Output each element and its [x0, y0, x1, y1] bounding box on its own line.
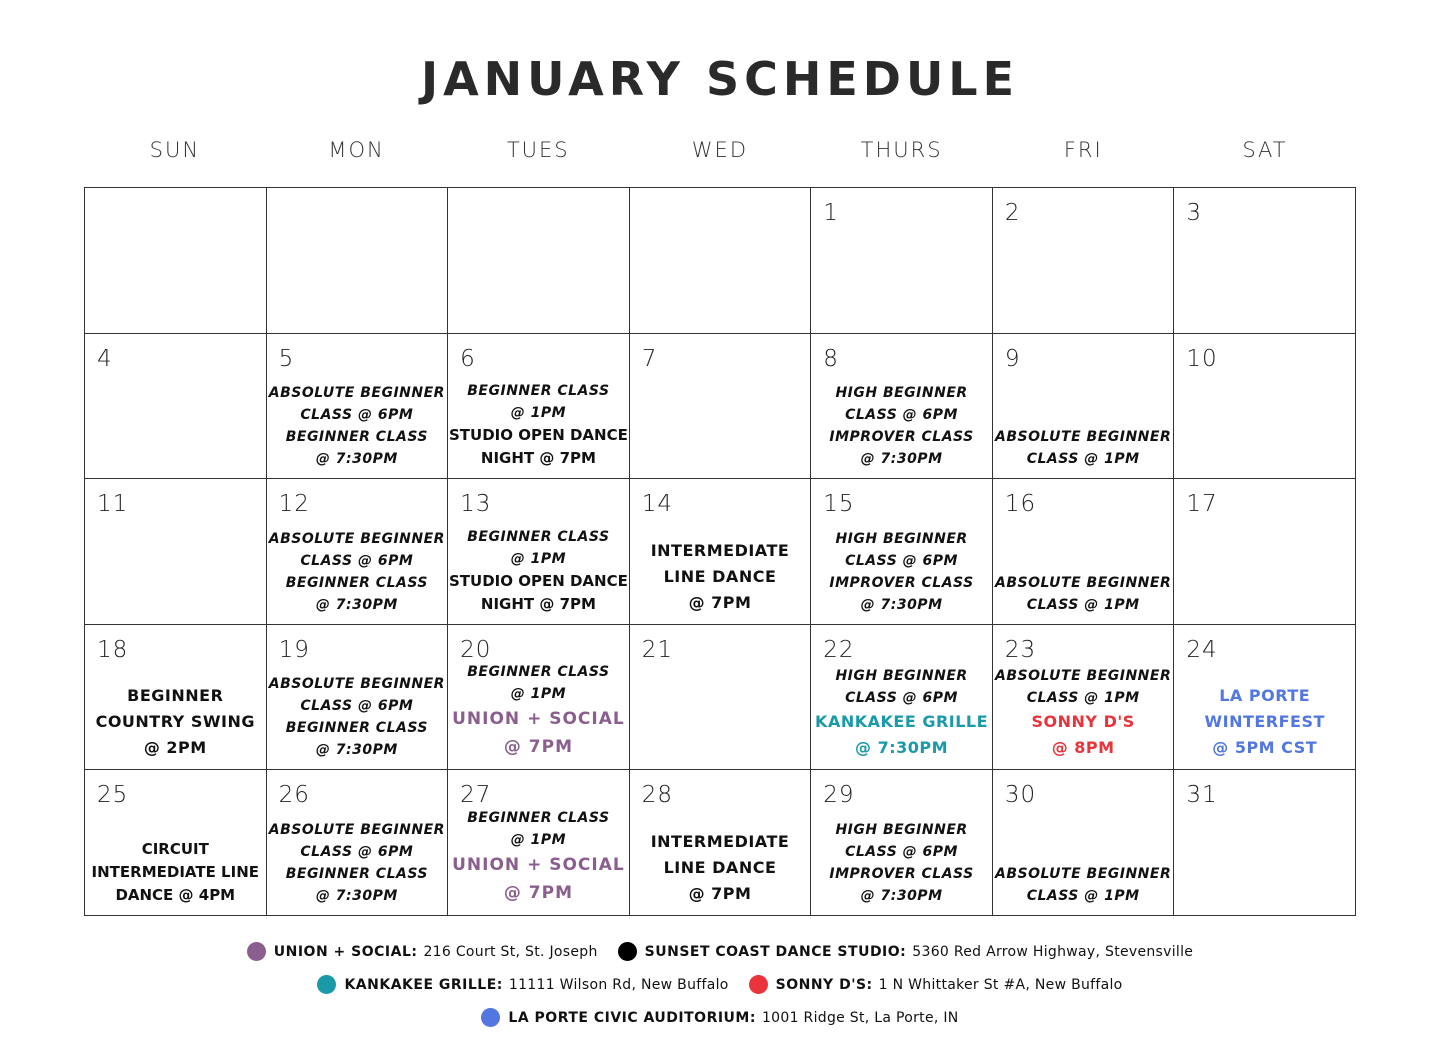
venue-color-dot-icon	[247, 942, 266, 961]
calendar-day-cell	[993, 188, 1175, 334]
event-line: IMPROVER CLASS	[829, 429, 974, 446]
event-line: CLASS @ 6PM	[845, 407, 958, 424]
day-events	[993, 426, 1174, 470]
day-events	[1174, 683, 1355, 761]
venue-color-dot-icon	[317, 975, 336, 994]
calendar-day-cell	[630, 188, 812, 334]
calendar-day-cell	[811, 625, 993, 771]
event-line: UNION + SOCIAL	[452, 709, 625, 730]
day-number: 14	[641, 491, 673, 518]
legend-item	[481, 1008, 958, 1027]
event-line: BEGINNER CLASS	[467, 810, 610, 826]
day-number: 31	[1186, 782, 1218, 809]
event-line: INTERMEDIATE	[650, 540, 790, 560]
event-line: IMPROVER CLASS	[829, 574, 974, 591]
day-events	[993, 572, 1174, 616]
event-line: KANKAKEE GRILLE	[815, 712, 989, 732]
event-line: CLASS @ 1PM	[1026, 596, 1140, 613]
event-line: CLASS @ 6PM	[845, 690, 958, 707]
event-line: UNION + SOCIAL	[452, 855, 625, 875]
event-line: @ 1PM	[510, 550, 567, 567]
venue-address: 216 Court St, St. Joseph	[423, 943, 598, 960]
event-line: INTERMEDIATE LINE	[91, 863, 260, 881]
day-number: 16	[1004, 491, 1037, 518]
day-events	[993, 863, 1174, 907]
venue-address: 5360 Red Arrow Highway, Stevensville	[912, 943, 1194, 960]
day-events	[448, 380, 629, 470]
event-line: @ 1PM	[510, 686, 567, 703]
event-line: @ 7:30PM	[860, 596, 943, 613]
day-number: 10	[1186, 345, 1218, 372]
event-line: NIGHT @ 7PM	[480, 449, 596, 468]
day-events	[811, 382, 992, 470]
calendar-day-cell	[1174, 188, 1356, 334]
event-line: @ 2PM	[143, 738, 207, 758]
day-number: 19	[278, 636, 310, 663]
event-line: WINTERFEST	[1204, 712, 1325, 732]
calendar-day-cell	[85, 770, 267, 916]
day-events	[267, 673, 448, 761]
calendar-day-cell	[267, 625, 449, 771]
day-number: 6	[460, 345, 476, 372]
day-events	[85, 683, 266, 761]
event-line: LINE DANCE	[663, 858, 777, 877]
calendar-day-cell	[811, 188, 993, 334]
event-line: HIGH BEGINNER	[835, 385, 968, 402]
event-line: @ 8PM	[1051, 738, 1115, 758]
day-events	[811, 528, 992, 616]
day-events	[811, 819, 992, 907]
calendar-day-cell	[1174, 479, 1356, 625]
event-line: NIGHT @ 7PM	[480, 594, 596, 613]
event-line: STUDIO OPEN DANCE	[448, 571, 628, 590]
event-line: BEGINNER CLASS	[467, 528, 610, 545]
event-line: HIGH BEGINNER	[835, 822, 968, 838]
event-line: BEGINNER CLASS	[467, 383, 610, 400]
day-number: 11	[97, 491, 129, 518]
event-line: ABSOLUTE BEGINNER	[995, 668, 1172, 685]
venue-name: KANKAKEE GRILLE:	[344, 976, 503, 993]
event-line: CLASS @ 6PM	[845, 552, 958, 569]
event-line: @ 7PM	[688, 884, 752, 903]
day-number: 25	[97, 782, 129, 809]
day-number: 28	[641, 782, 673, 809]
calendar-day-cell	[630, 625, 812, 771]
day-number: 30	[1004, 782, 1037, 809]
calendar-day-cell	[1174, 334, 1356, 480]
calendar-day-cell	[811, 770, 993, 916]
calendar-day-cell	[448, 625, 630, 771]
event-line: ABSOLUTE BEGINNER	[268, 385, 445, 402]
day-events	[85, 838, 266, 907]
event-line: CLASS @ 1PM	[1026, 690, 1140, 707]
legend-item	[247, 942, 598, 961]
day-number: 26	[278, 782, 310, 809]
day-number: 7	[641, 345, 658, 372]
day-events	[448, 661, 629, 761]
event-line: CLASS @ 1PM	[1026, 888, 1140, 904]
event-line: LA PORTE	[1219, 686, 1311, 706]
calendar-day-cell	[448, 479, 630, 625]
day-number: 5	[278, 345, 295, 372]
event-line: @ 1PM	[510, 405, 567, 422]
day-number: 8	[823, 345, 839, 372]
event-line: STUDIO OPEN DANCE	[448, 426, 628, 445]
day-number: 4	[97, 345, 113, 372]
event-line: ABSOLUTE BEGINNER	[995, 574, 1172, 591]
calendar-day-cell	[85, 625, 267, 771]
venue-address: 1001 Ridge St, La Porte, IN	[761, 1009, 959, 1026]
venue-name: UNION + SOCIAL:	[273, 943, 418, 960]
day-events	[267, 819, 448, 907]
day-number: 13	[460, 491, 492, 518]
venue-color-dot-icon	[618, 942, 637, 961]
day-number: 20	[460, 636, 492, 663]
venue-color-dot-icon	[749, 975, 768, 994]
event-line: BEGINNER CLASS	[285, 866, 428, 882]
day-number: 27	[460, 782, 492, 809]
event-line: LINE DANCE	[663, 566, 777, 586]
days-of-week-header	[84, 138, 1356, 168]
calendar-day-cell	[85, 334, 267, 480]
event-line: @ 7:30PM	[855, 738, 949, 758]
page-title: JANUARY SCHEDULE	[420, 52, 1020, 106]
venue-address: 11111 Wilson Rd, New Buffalo	[508, 976, 729, 993]
day-events	[811, 665, 992, 761]
event-line: @ 7PM	[688, 592, 752, 612]
calendar-day-cell	[993, 770, 1175, 916]
event-line: @ 5PM CST	[1212, 738, 1318, 758]
calendar-day-cell	[811, 479, 993, 625]
event-line: @ 7:30PM	[315, 451, 398, 468]
day-of-week-label: TUES	[506, 138, 570, 162]
day-number: 29	[823, 782, 855, 809]
day-of-week-label: WED	[691, 138, 748, 162]
venue-name: SONNY D'S:	[775, 976, 873, 993]
venue-name: LA PORTE CIVIC AUDITORIUM:	[508, 1009, 756, 1026]
calendar-day-cell	[267, 770, 449, 916]
day-of-week-label: SAT	[1242, 138, 1288, 162]
day-of-week-label: SUN	[149, 138, 201, 162]
calendar-day-cell	[448, 334, 630, 480]
event-line: @ 7:30PM	[315, 742, 398, 759]
day-number: 24	[1186, 636, 1218, 663]
event-line: @ 7PM	[503, 737, 573, 758]
calendar-day-cell	[993, 479, 1175, 625]
day-events	[630, 538, 811, 616]
legend-row	[0, 942, 1440, 961]
event-line: CLASS @ 6PM	[300, 698, 414, 715]
day-of-week-label: MON	[328, 138, 385, 162]
calendar-day-cell	[267, 188, 449, 334]
legend-item	[317, 975, 728, 994]
venue-color-dot-icon	[481, 1008, 500, 1027]
day-events	[267, 382, 448, 470]
event-line: ABSOLUTE BEGINNER	[268, 530, 445, 547]
day-number: 3	[1186, 200, 1203, 226]
event-line: ABSOLUTE BEGINNER	[268, 676, 445, 693]
calendar-grid	[84, 187, 1356, 916]
legend-row	[0, 975, 1440, 994]
event-line: CLASS @ 6PM	[300, 407, 414, 424]
calendar-day-cell	[811, 334, 993, 480]
calendar-day-cell	[85, 188, 267, 334]
day-number: 1	[823, 200, 839, 226]
day-number: 2	[1004, 200, 1021, 226]
venue-name: SUNSET COAST DANCE STUDIO:	[644, 943, 907, 960]
event-line: HIGH BEGINNER	[835, 530, 968, 547]
event-line: COUNTRY SWING	[95, 712, 255, 732]
day-of-week-label: FRI	[1063, 138, 1103, 162]
legend-item	[749, 975, 1123, 994]
event-line: BEGINNER CLASS	[285, 429, 428, 446]
day-number: 9	[1004, 345, 1021, 372]
event-line: CIRCUIT	[141, 840, 209, 858]
calendar-day-cell	[630, 479, 812, 625]
calendar-day-cell	[448, 188, 630, 334]
event-line: ABSOLUTE BEGINNER	[995, 866, 1172, 882]
day-events	[993, 665, 1174, 761]
calendar-day-cell	[993, 625, 1175, 771]
event-line: @ 7:30PM	[315, 596, 398, 613]
event-line: CLASS @ 6PM	[300, 844, 414, 860]
day-number: 12	[278, 491, 310, 518]
calendar-day-cell	[630, 334, 812, 480]
event-line: BEGINNER CLASS	[285, 720, 428, 737]
event-line: CLASS @ 1PM	[1026, 451, 1140, 468]
calendar-day-cell	[1174, 770, 1356, 916]
day-number: 18	[97, 636, 129, 663]
event-line: SONNY D'S	[1031, 712, 1135, 732]
calendar-day-cell	[267, 334, 449, 480]
day-number: 15	[823, 491, 855, 518]
calendar-day-cell	[1174, 625, 1356, 771]
day-events	[630, 829, 811, 907]
day-events	[267, 528, 448, 616]
event-line: CLASS @ 6PM	[300, 552, 414, 569]
event-line: @ 1PM	[510, 832, 567, 848]
venue-address: 1 N Whittaker St #A, New Buffalo	[878, 976, 1123, 993]
day-of-week-label: THURS	[860, 138, 943, 162]
day-number: 21	[641, 636, 673, 663]
day-number: 23	[1004, 636, 1037, 663]
event-line: ABSOLUTE BEGINNER	[268, 822, 445, 838]
calendar-day-cell	[448, 770, 630, 916]
event-line: DANCE @ 4PM	[115, 886, 236, 904]
event-line: HIGH BEGINNER	[835, 668, 968, 685]
event-line: @ 7:30PM	[860, 888, 943, 904]
calendar-day-cell	[267, 479, 449, 625]
event-line: ABSOLUTE BEGINNER	[995, 429, 1172, 446]
day-events	[448, 807, 629, 907]
event-line: CLASS @ 6PM	[845, 844, 958, 860]
event-line: INTERMEDIATE	[650, 832, 790, 851]
calendar-day-cell	[85, 479, 267, 625]
event-line: BEGINNER	[127, 686, 224, 706]
legend-item	[618, 942, 1194, 961]
day-events	[448, 526, 629, 616]
event-line: @ 7:30PM	[315, 888, 398, 904]
event-line: BEGINNER CLASS	[285, 574, 428, 591]
legend-row	[0, 1008, 1440, 1027]
calendar-day-cell	[630, 770, 812, 916]
calendar-day-cell	[993, 334, 1175, 480]
day-number: 17	[1186, 491, 1218, 518]
event-line: BEGINNER CLASS	[467, 664, 610, 681]
event-line: @ 7PM	[503, 883, 573, 903]
event-line: @ 7:30PM	[860, 451, 943, 468]
day-number: 22	[823, 636, 855, 663]
event-line: IMPROVER CLASS	[829, 866, 974, 882]
